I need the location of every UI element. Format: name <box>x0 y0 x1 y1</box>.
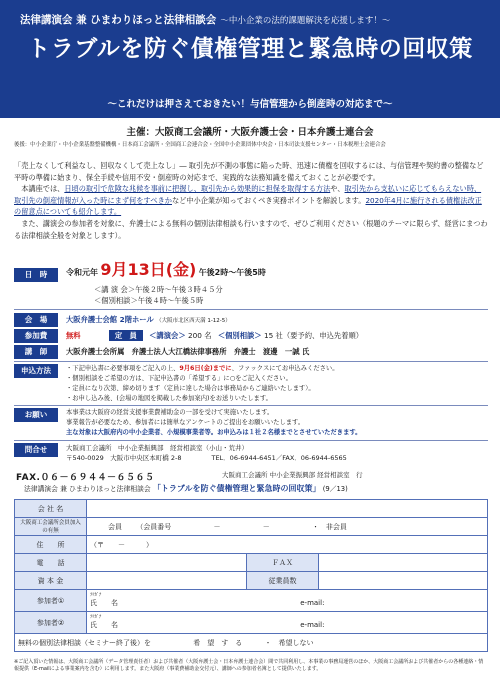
privacy-footnote: ※ご記入頂いた情報は、大阪商工会議所（データ管理責任者）および共催者（大阪弁護士会・日本弁護士連合会）間で共同利用し、本事業の事務局運営のほか、大阪商工会議所および共催者からの各種連絡・情報提供（E-mailによる事業案内を含む）に利用します。また大阪府（事業費補助金交付元）、講師への参加者名簿として提供いたします。 <box>14 659 484 672</box>
tel-label: 電 話 <box>15 554 87 572</box>
page-subtitle: ～これだけは押さえておきたい！与信管理から倒産時の対応まで～ <box>107 99 393 110</box>
event-name: 法律講演会 兼 ひまわりほっと法律相談会 <box>20 14 217 26</box>
highlight-text: 2020年4月に施行される債権法改正の留意点についても紹介します。 <box>14 195 482 217</box>
event-line <box>20 8 390 27</box>
participant-2-field[interactable]: ﾌﾘｶﾞﾅ 氏 名 e-mail: <box>87 612 488 634</box>
participant-1-label: 参加者① <box>15 590 87 612</box>
apply-label: 申込方法 <box>14 364 58 378</box>
contact-address: 〒540-0029 大阪市中央区本町橋 2-8 <box>66 454 182 462</box>
sponsors: 後援：中小企業庁・中小企業基盤整備機構・日本商工会議所・全国商工会連合会・全国中小企業団体中央会・日本司法支援センター・日本税理士会連合会 <box>14 142 386 148</box>
date-label: 日 時 <box>14 268 58 282</box>
intro-text <box>14 160 488 241</box>
consult-time: ＜個別相談＞午後４時～午後５時 <box>94 296 204 305</box>
event-time: 午後2時～午後5時 <box>198 268 266 277</box>
note-target: 主な対象は大阪府内の中小企業者、小規模事業者等。お申込みは１社２名様までとさせていただきます。 <box>66 429 362 436</box>
capital-label: 資 本 金 <box>15 572 87 590</box>
member-label: 大阪商工会議所会員加入の有無 <box>15 518 87 536</box>
organizers: 主催：大阪商工会議所・大阪弁護士会・日本弁護士連合会 <box>126 127 374 138</box>
apply-deadline: 9月6日(金)までに <box>179 365 232 372</box>
event-tagline: ～中小企業の法的課題解決を応援します！～ <box>220 16 391 26</box>
participant-2-label: 参加者② <box>15 612 87 634</box>
member-field[interactable]: 会員 （会員番号 － － ・ 非会員 <box>87 518 488 536</box>
fee-label: 参加費 <box>14 329 58 343</box>
lecture-time: ＜講 演 会＞午後２時～午後３時４５分 <box>94 285 223 294</box>
venue-address: （大阪市北区西天満 1-12-5） <box>156 318 231 324</box>
capacity-label: 定 員 <box>109 330 143 341</box>
address-field[interactable]: （〒 － ） <box>87 536 488 554</box>
intro-paragraph-2: 本講座では、日頃の取引で危険な兆候を事前に把握し、取引先から効果的に担保を取得する方法や、取引先から支払いに応じてもらえない時、取引先の倒産情報が入った時にまず何をすべきかなど中小企業が知っておくべき実務ポイントを解説します。2020年4月に施行される債権法改正の留意点についても紹介します。 <box>14 184 482 217</box>
contact-phone: TEL．06-6944-6451／FAX．06-6944-6565 <box>211 454 347 462</box>
event-date: 9月13日(金) <box>100 260 197 279</box>
contact-label: 問合せ <box>14 443 58 457</box>
fax-number: FAX.０６－６９４４－６５６５ <box>16 473 155 483</box>
capacity-lecture: 200 名 <box>187 331 212 340</box>
fax-field[interactable] <box>319 554 488 572</box>
fee-value: 無料 <box>66 331 81 340</box>
employees-label: 従業員数 <box>247 572 319 590</box>
speaker-label: 講 師 <box>14 345 58 359</box>
company-field[interactable] <box>87 500 488 518</box>
capital-field[interactable] <box>87 572 247 590</box>
note-label: お願い <box>14 408 58 422</box>
employees-field[interactable] <box>319 572 488 590</box>
consult-option[interactable]: 無料の個別法律相談（セミナー終了後）を 希 望 す る ・ 希望しない <box>15 634 488 652</box>
application-form <box>14 499 488 652</box>
page-title: トラブルを防ぐ債権管理と緊急時の回収策 <box>27 36 473 62</box>
highlight-text: 取引先から支払いに応じてもらえない時、取引先の倒産情報が入った時にまず何をすべきか <box>14 184 482 205</box>
tel-field[interactable] <box>87 554 247 572</box>
form-heading: 法律講演会 兼 ひまわりほっと法律相談会 「トラブルを防ぐ債権管理と緊急時の回収策」 (9／13) <box>24 484 348 493</box>
fax-recipient: 大阪商工会議所 中小企業振興部 経営相談室 行 <box>222 471 363 479</box>
capacity-consult: 15 社（要予約、申込先着順） <box>263 331 364 340</box>
participant-1-field[interactable]: ﾌﾘｶﾞﾅ 氏 名 e-mail: <box>87 590 488 612</box>
company-label: 会 社 名 <box>15 500 87 518</box>
venue-label: 会 場 <box>14 313 58 327</box>
intro-paragraph-1: 「売上なくして利益なし、回収なくして売上なし」― 取引先が不測の事態に陥った時、迅速に債権を回収するには、与信管理や契約書の整備など平時の準備に始まり、保全手続や信用不安・倒産時の対応まで、実践的な法務知識を備えておくことが必要です。 <box>14 161 484 182</box>
address-label: 住 所 <box>15 536 87 554</box>
speaker-value: 大阪弁護士会所属 弁護士法人大江橋法律事務所 弁護士 渡邊 一誠 氏 <box>66 347 310 356</box>
highlight-text: 日頃の取引で危険な兆候を事前に把握し、取引先から効果的に担保を取得する方法 <box>64 184 331 194</box>
date-era: 令和元年 <box>66 268 98 277</box>
venue-name: 大阪弁護士会館 2階ホール <box>66 315 154 324</box>
contact-org: 大阪商工会議所 中小企業振興部 経営相談室（小山・荒井） <box>66 444 248 452</box>
header-banner <box>0 0 500 118</box>
fax-label: ＦＡＸ <box>247 554 319 572</box>
intro-paragraph-3: また、講演会の参加者を対象に、弁護士による無料の個別法律相談も行いますので、ぜひご利用ください（根題のテーマに限らず、経営にまつわる法律相談全般を対象とします）。 <box>14 218 488 240</box>
